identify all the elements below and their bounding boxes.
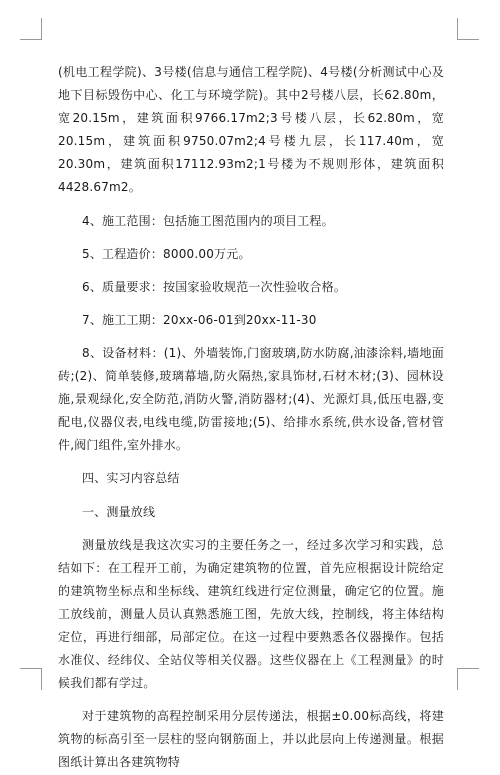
crop-mark-top-right: [457, 18, 479, 40]
paragraph-surveying-summary: 测量放线是我这次实习的主要任务之一，经过多次学习和实践，总结如下：在工程开工前，为确定建筑物的位置，首先应根据设计院给定的建筑物坐标点和坐标线、建筑红线进行定位测量，确定它的位置。施工放线前，测量人员认真熟悉施工图，先放大线，控制线，将主体结构定位，再进行细部，局部定位。在这一过程中要熟悉各仪器操作。包括水准仪、经纬仪、全站仪等相关仪器。这些仪器在上《工程测量》的时候我们都有学过。: [58, 537, 444, 691]
paragraph-equipment-materials: 8、设备材料：(1)、外墙装饰,门窗玻璃,防水防腐,油漆涂料,墙地面砖;(2)、简单装修,玻璃幕墙,防火隔热,家具饰材,石材木材;(3)、园林设施,景观绿化,安全防范,消防火警,消防器材;(4)、光源灯具,低压电器,变配电,仪器仪表,电线电缆,防雷接地;(5)、给排水系统,供水设备,管材管件,阀门组件,室外排水。: [58, 345, 444, 453]
crop-mark-top-left: [20, 18, 42, 40]
document-body: [58, 61, 444, 775]
section-heading-internship-summary: 四、实习内容总结: [82, 471, 180, 486]
paragraph-project-cost: 5、工程造价：8000.00万元。: [82, 246, 251, 261]
paragraph-elevation-control: 对于建筑物的高程控制采用分层传递法，根据±0.00标高线，将建筑物的标高引至一层柱的竖向钢筋面上，并以此层向上传递测量。根据图纸计算出各建筑物特: [58, 709, 444, 770]
paragraph-building-specs: (机电工程学院)、3号楼(信息与通信工程学院)、4号楼(分析测试中心及地下目标毁伤中心、化工与环境学院)。其中2号楼八层，长62.80m，宽20.15m，建筑面积9766.17m2;3号楼八层，长62.80m，宽20.15m，建筑面积9750.07m2;4号楼九层，长117.40m，宽20.30m，建筑面积17112.93m2;1号楼为不规则形体，建筑面积4428.67m2。: [58, 65, 444, 195]
paragraph-quality-requirement: 6、质量要求：按国家验收规范一次性验收合格。: [82, 279, 347, 294]
crop-mark-bottom-right: [457, 668, 479, 690]
subsection-heading-surveying: 一、测量放线: [82, 504, 156, 519]
paragraph-construction-period: 7、施工工期：20xx-06-01到20xx-11-30: [82, 312, 317, 327]
crop-mark-bottom-left: [20, 668, 42, 690]
paragraph-construction-scope: 4、施工范围：包括施工图范围内的项目工程。: [82, 213, 334, 228]
